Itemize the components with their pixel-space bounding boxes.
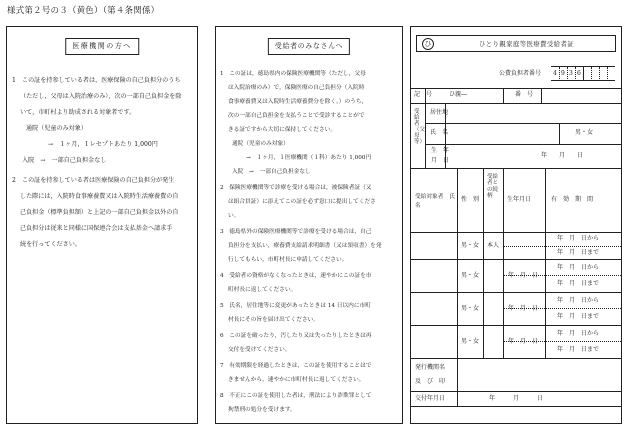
row-relation: 本人 [487, 242, 500, 249]
text-line: 1 この証は，徳島県内の保険医療機関等（ただし，父母 [220, 71, 366, 77]
name-label: 氏 名 [430, 129, 449, 136]
payer-digit: 9 [561, 70, 565, 77]
issue-date: 年 月 日 [489, 395, 544, 402]
text-line: 拘禁刑の処分を受けます。 [228, 407, 296, 413]
text-line: 4 受給者の資格がなくなったときは，速やかにこの証を市 [220, 273, 372, 279]
form-header: 様式第２号の３（黄色）（第４条関係） [7, 6, 160, 16]
text-line: 8 不正にこの証を使用した者は，刑法により詐欺罪として [220, 393, 372, 399]
issue-date-label: 交付年月日 [415, 395, 446, 402]
text-line: 負担分を支払い，療養費支給請求明細書（又は領収書）を発 [228, 243, 382, 249]
panel-title: 受給者のみなさんへ [268, 38, 350, 55]
header-relation: 受給者との続柄 [487, 174, 499, 199]
row-valid-from: 年 月 日から [557, 235, 600, 242]
text-line: 入院 → 一部自己負担金なし [22, 157, 107, 164]
kigo-value: ひ親― [449, 91, 468, 98]
row-valid-to: 年 月 日まで [557, 313, 600, 320]
row-valid-to: 年 月 日まで [557, 280, 600, 287]
header-birth: 生年月日 [507, 196, 532, 203]
payer-digit: 4 [553, 70, 557, 77]
panel-medical-institutions [6, 26, 198, 424]
text-line: 通院（児童のみ対象） [26, 125, 87, 132]
text-line: きる証ですから大切に保持してください。 [228, 127, 337, 133]
row-valid-to: 年 月 日まで [557, 346, 600, 353]
text-line: 食事療養費又は入院時生活療養費分を除く。）のうち， [228, 99, 368, 105]
text-line: した際には，入院時食事療養費又は入院時生活療養費の自 [20, 193, 179, 200]
payer-digit: 3 [569, 70, 573, 77]
text-line: → １ヶ月，１レセプトあたり 1,000円 [48, 141, 158, 148]
text-line: 6 この証を破ったり，汚したり又は失ったりしたときは再 [220, 333, 372, 339]
text-line: 入院 → 一部自己負担金なし [232, 169, 311, 175]
row-sex: 男・女 [461, 338, 480, 345]
payer-digit: 6 [577, 70, 581, 77]
row-valid-from: 年 月 日から [557, 264, 600, 271]
text-line: 村長にその旨を届け出てください。 [228, 317, 319, 323]
bango-label: 番 号 [515, 91, 534, 98]
birth-label-2: 月 日 [431, 157, 450, 164]
text-line: 己負担金（標準負担額）と上記の一部自己負担金以外の自 [20, 209, 179, 216]
payer-number-boxes [551, 66, 615, 81]
row-birth: 年 月 日 [508, 272, 539, 279]
header-sex: 性 別 [461, 196, 480, 203]
issuer-seal-label: 及 び 印 [415, 378, 446, 385]
text-line: （ただし，父母は入院治療のみ），次の一部自己負担金を除 [20, 93, 182, 100]
row-sex: 男・女 [461, 305, 480, 312]
text-line: 1 この証を持参している者は，医療保険の自己負担分のうち [12, 77, 181, 84]
address-label: 居住地 [430, 109, 449, 116]
header-validity: 有 効 期 間 [551, 196, 594, 203]
text-line: 2 この証を持参している者は医療保険の自己負担分が発生 [12, 177, 175, 184]
panel-title: 医療機関の方へ [65, 38, 139, 55]
text-line: 次の一部自己負担金を支払うことで受診することがで [228, 113, 365, 119]
birth-label: 生 年 [431, 147, 450, 154]
row-valid-from: 年 月 日から [557, 330, 600, 337]
text-line: 通院（児童のみ対象） [232, 141, 289, 147]
header-recipient-name: 受給対象者 氏 名 [415, 194, 461, 210]
row-birth: 年 月 日 [508, 305, 539, 312]
hi-circle-mark: ひ [422, 38, 434, 50]
text-line: 7 有効期限を経過したときは，この証を使用することはで [220, 363, 372, 369]
text-line: 3 徳島県外の保険医療機関等で診療を受ける場合は，自己 [220, 229, 372, 235]
text-line: 己負担分は従来と同様に国保連合会は支払基金へ請求手 [20, 225, 173, 232]
panel-certificate [410, 26, 622, 424]
certificate-title-bar [416, 35, 616, 52]
row-valid-to: 年 月 日まで [557, 249, 600, 256]
row-birth: 年 月 日 [508, 338, 539, 345]
text-line: きませんから，速やかに市町村長に返してください。 [228, 377, 365, 383]
issuer-label: 発行機関名 [415, 364, 446, 371]
text-line: 5 氏名，居住地等に変更があったときは 14 日以内に市町 [220, 303, 371, 309]
text-line: 交付を受けてください。 [228, 347, 291, 353]
sex-option: 男・女 [575, 129, 594, 136]
recipient-group-label: 受給者（父母等） [414, 109, 426, 146]
panel-recipients [215, 26, 403, 424]
row-sex: 男・女 [461, 242, 480, 249]
text-line: 続を行ってください。 [20, 241, 81, 248]
row-valid-from: 年 月 日から [557, 297, 600, 304]
payer-number-label: 公費負担者番号 [499, 70, 542, 77]
text-line: い。 [228, 213, 240, 219]
text-line: は入院治療のみ）で，保険医療の自己負担分（入院時 [228, 85, 365, 91]
text-line: 行してもらい，市町村長に申請してください。 [228, 257, 348, 263]
certificate-title: ひとり親家庭等医療費受給者証 [479, 41, 575, 48]
text-line: → １ヶ月，１医療機関（１科）あたり 1,000円 [246, 155, 372, 161]
birth-date: 年 月 日 [541, 152, 584, 159]
text-line: 町村長に返してください。 [228, 287, 297, 293]
text-line: は組合員証）に添えてこの証を必ず窓口に提出してくださ [228, 199, 376, 205]
kigo-label: 記 号 [414, 91, 433, 98]
row-sex: 男・女 [461, 272, 480, 279]
text-line: 2 保険医療機関等で診療を受ける場合は，被保険者証（又 [220, 185, 372, 191]
text-line: いて，市町村より助成される対象者です。 [20, 109, 136, 116]
